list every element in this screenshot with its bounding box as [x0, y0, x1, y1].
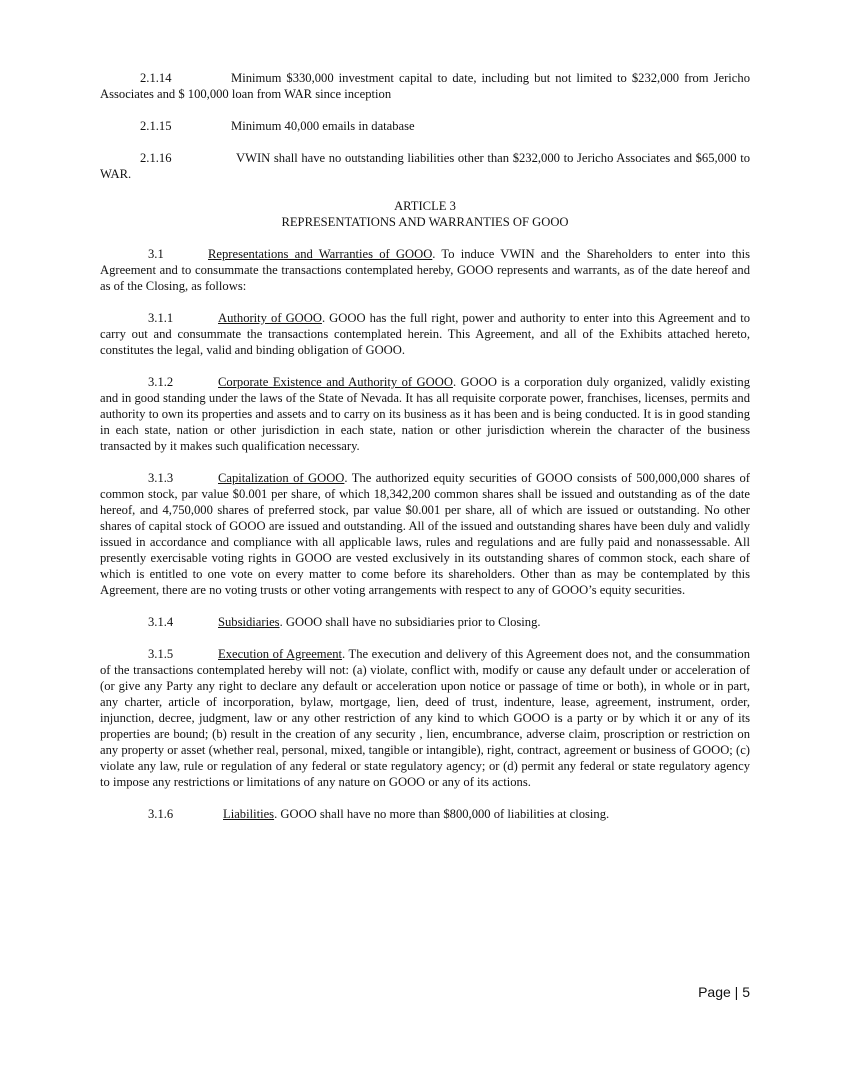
section-number: 3.1.5: [148, 647, 174, 661]
section-text: Minimum $330,000 investment capital to date, including but not limited to $232,000 from Jericho Associates and $ 100,000 loan from WAR since inception: [100, 71, 750, 101]
section-text: . To induce VWIN and the Shareholders to enter into this Agreement and to consummate the transactions contemplated hereby, GOOO represents and warrants, as of the date hereof and as of the Closing, as follows:: [100, 247, 750, 293]
section-text: . GOOO is a corporation duly organized, validly existing and in good standing under the laws of the State of Nevada. It has all requisite corporate power, franchises, licenses, permits and authority to own its properties and assets and to carry on its business as it has been and is being conducted. It is in good standing in each state, nation or other jurisdiction in each state, nation or other jurisdiction wherein the character of the business transacted by it makes such qualification necessary.: [100, 375, 750, 453]
section-heading: Authority of GOOO: [218, 311, 322, 325]
section-2-1-16: [100, 150, 750, 182]
section-heading: Subsidiaries: [218, 615, 280, 629]
section-heading: Corporate Existence and Authority of GOOO: [218, 375, 453, 389]
section-heading: Representations and Warranties of GOOO: [208, 247, 433, 261]
section-heading: Execution of Agreement: [218, 647, 342, 661]
section-number: 3.1.6: [148, 807, 174, 821]
section-number: 2.1.15: [140, 119, 172, 133]
section-3-1-4: [100, 614, 750, 630]
section-number: 3.1.1: [148, 311, 174, 325]
section-3-1-6: [100, 806, 750, 822]
section-text: . GOOO has the full right, power and authority to enter into this Agreement and to carry out and consummate the transactions contemplated herein. This Agreement, and all of the Exhibits attached hereto, constitutes the legal, valid and binding obligation of GOOO.: [100, 311, 750, 357]
section-number: 2.1.14: [140, 71, 172, 85]
section-text: . The execution and delivery of this Agreement does not, and the consummation of the transactions contemplated hereby will not: (a) violate, conflict with, modify or cause any default under or acceleration of (or give any Party any right to declare any default or acceleration upon notice or passage of time or both), in whole or in part, any charter, article of incorporation, bylaw, mortgage, lien, deed of trust, indenture, lease, agreement, instrument, order, injunction, decree, judgment, law or any other restriction of any kind to which GOOO is a party or by which it or any of its properties are bound; (b) result in the creation of any security , lien, encumbrance, adverse claim, proscription or restriction on any property or asset (whether real, personal, mixed, tangible or intangible), right, contract, agreement or business of GOOO; (c) violate any law, rule or regulation of any federal or state regulatory agency; or (d) permit any federal or state regulatory agency to impose any restrictions or limitations of any nature on GOOO or any of its actions.: [100, 647, 750, 789]
section-heading: Liabilities: [223, 807, 275, 821]
section-3-1: [100, 246, 750, 294]
section-3-1-2: [100, 374, 750, 454]
section-number: 2.1.16: [140, 151, 172, 165]
section-number: 3.1.3: [148, 471, 174, 485]
section-number: 3.1: [148, 247, 164, 261]
section-3-1-1: [100, 310, 750, 358]
section-3-1-3: [100, 470, 750, 598]
article-heading: [100, 198, 750, 230]
section-2-1-15: [100, 118, 750, 134]
article-title: REPRESENTATIONS AND WARRANTIES OF GOOO: [281, 215, 569, 229]
section-text: VWIN shall have no outstanding liabilities other than $232,000 to Jericho Associates and $65,000 to WAR.: [100, 151, 750, 181]
section-text: Minimum 40,000 emails in database: [231, 119, 415, 133]
section-2-1-14: [100, 70, 750, 102]
section-number: 3.1.2: [148, 375, 174, 389]
section-text: . GOOO shall have no subsidiaries prior to Closing.: [279, 615, 541, 629]
document-body: [100, 70, 750, 838]
section-3-1-5: [100, 646, 750, 790]
section-text: . The authorized equity securities of GOOO consists of 500,000,000 shares of common stock, par value $0.001 per share, of which 18,342,200 common shares shall be issued and outstanding as of the date hereof, and 4,750,000 shares of preferred stock, par value $0.001 per share, all of which are issued or outstanding. No other shares of capital stock of GOOO are issued and outstanding. All of the issued and outstanding shares have been duly and validly issued in accordance and compliance with all applicable laws, rules and regulations and are fully paid and nonassessable. All presently exercisable voting rights in GOOO are vested exclusively in its outstanding shares of common stock, each share of which is entitled to one vote on every matter to come before its shareholders. Other than as may be contemplated by this Agreement, there are no voting trusts or other voting arrangements with respect to any of GOOO’s equity securities.: [100, 471, 751, 597]
section-number: 3.1.4: [148, 615, 174, 629]
section-text: . GOOO shall have no more than $800,000 of liabilities at closing.: [274, 807, 610, 821]
page-number: Page | 5: [698, 984, 750, 1000]
article-number: ARTICLE 3: [394, 199, 456, 213]
section-heading: Capitalization of GOOO: [218, 471, 345, 485]
